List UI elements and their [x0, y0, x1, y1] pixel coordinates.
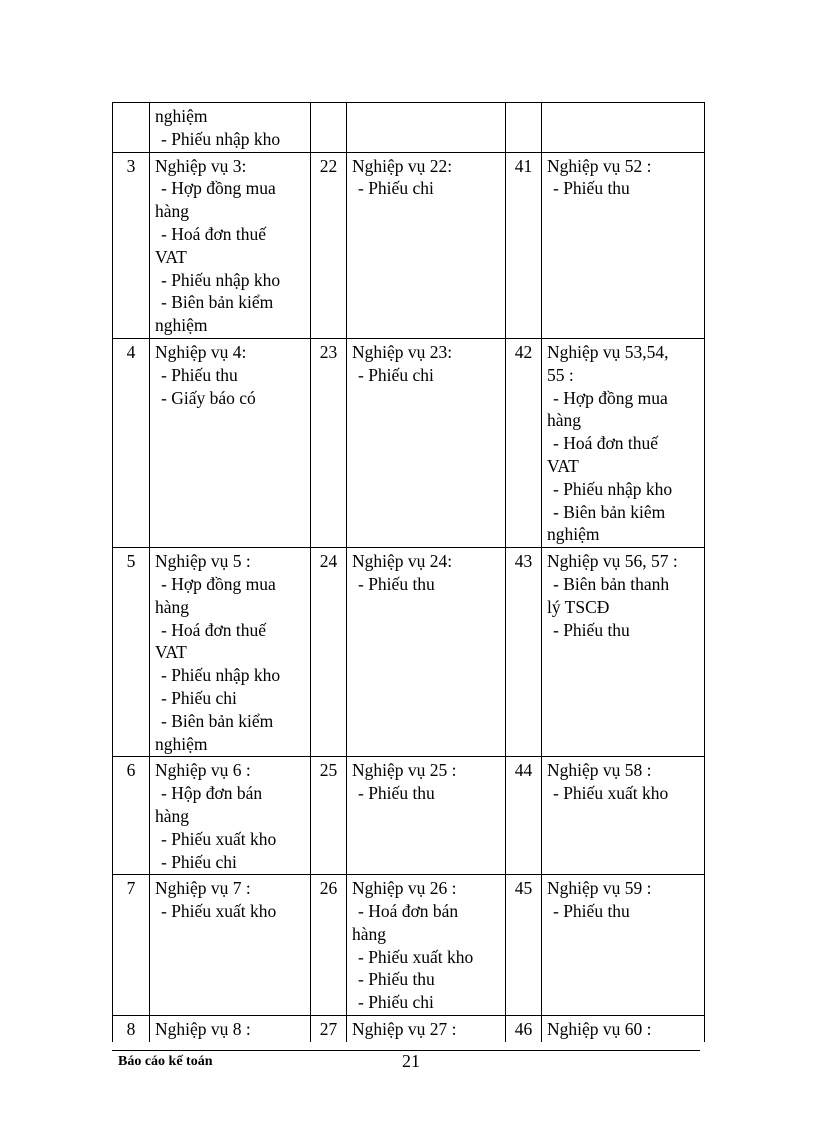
transaction-cell	[347, 103, 506, 153]
transaction-line: VAT	[547, 455, 579, 476]
transaction-line: - Hoá đơn thuế	[553, 433, 658, 454]
transaction-line: Nghiệp vụ 4:	[155, 341, 247, 362]
transaction-cell	[150, 103, 311, 153]
transaction-line: - Phiếu thu	[358, 573, 435, 594]
transaction-line: 55 :	[547, 364, 574, 385]
transaction-line: Nghiệp vụ 25 :	[352, 760, 457, 781]
transaction-line: - Phiếu xuất kho	[553, 783, 669, 804]
row-number-cell: 22	[311, 152, 347, 338]
transaction-line: nghiệm	[155, 315, 208, 336]
row-number-cell: 8	[113, 1016, 150, 1042]
row-number-cell: 5	[113, 548, 150, 757]
row-number-cell: 42	[506, 338, 542, 547]
transaction-cell	[150, 875, 311, 1016]
table-body	[113, 103, 705, 1042]
transaction-line: - Phiếu thu	[358, 969, 435, 990]
row-number-cell: 41	[506, 152, 542, 338]
transaction-line: Nghiệp vụ 26 :	[352, 878, 457, 899]
transaction-line: - Phiếu thu	[553, 178, 630, 199]
transaction-line: Nghiệp vụ 24:	[352, 551, 453, 572]
transaction-line: - Phiếu chi	[358, 364, 434, 385]
transaction-line: Nghiệp vụ 56, 57 :	[547, 551, 678, 572]
transaction-cell	[347, 1016, 506, 1042]
transaction-line: - Biên bản kiểm	[161, 710, 274, 731]
row-number-cell: 23	[311, 338, 347, 547]
table-row	[113, 152, 705, 338]
table-row	[113, 103, 705, 153]
transaction-line: hàng	[155, 201, 190, 222]
table-row	[113, 757, 705, 875]
transaction-cell	[150, 338, 311, 547]
transaction-line: Nghiệp vụ 22:	[352, 155, 453, 176]
transaction-line: - Hợp đồng mua	[161, 573, 276, 594]
row-number-cell: 6	[113, 757, 150, 875]
row-number-cell: 26	[311, 875, 347, 1016]
page-number: 21	[402, 1051, 420, 1071]
transaction-cell	[542, 548, 705, 757]
transaction-line: Nghiệp vụ 58 :	[547, 760, 652, 781]
transaction-cell	[542, 152, 705, 338]
transaction-line: - Phiếu nhập kho	[161, 128, 281, 149]
transaction-line: - Biên bản thanh	[553, 573, 670, 594]
transaction-line: - Phiếu thu	[358, 783, 435, 804]
transaction-line: VAT	[155, 642, 187, 663]
transaction-line: - Hợp đồng mua	[553, 387, 668, 408]
transaction-line: - Phiếu thu	[161, 364, 238, 385]
transactions-table	[112, 102, 705, 1042]
transaction-line: nghiệm	[547, 524, 600, 545]
row-number-cell	[311, 103, 347, 153]
transaction-cell	[150, 757, 311, 875]
transaction-cell	[347, 875, 506, 1016]
transaction-line: - Phiếu chi	[358, 178, 434, 199]
transaction-line: hàng	[547, 410, 582, 431]
footer-title: Báo cáo kế toán	[118, 1054, 213, 1069]
transaction-line: Nghiệp vụ 59 :	[547, 878, 652, 899]
row-number-cell: 25	[311, 757, 347, 875]
row-number-cell: 44	[506, 757, 542, 875]
transaction-line: - Hoá đơn thuế	[161, 619, 266, 640]
transaction-cell	[150, 1016, 311, 1042]
transaction-cell	[542, 1016, 705, 1042]
transaction-cell	[150, 152, 311, 338]
transaction-cell	[542, 757, 705, 875]
row-number-cell: 46	[506, 1016, 542, 1042]
transaction-line: Nghiệp vụ 8 :	[155, 1019, 251, 1040]
transaction-line: - Phiếu thu	[553, 901, 630, 922]
transaction-line: - Phiếu xuất kho	[161, 901, 277, 922]
transaction-line: VAT	[155, 246, 187, 267]
transaction-line: Nghiệp vụ 5 :	[155, 551, 251, 572]
transaction-line: - Hộp đơn bán	[161, 783, 263, 804]
transaction-cell	[542, 338, 705, 547]
row-number-cell: 3	[113, 152, 150, 338]
transaction-line: nghiệm	[155, 106, 208, 126]
transaction-line: - Biên bản kiêm	[553, 501, 666, 522]
transaction-cell	[150, 548, 311, 757]
transaction-line: - Biên bản kiểm	[161, 292, 274, 313]
transaction-line: - Phiếu nhập kho	[553, 478, 673, 499]
row-number-cell: 24	[311, 548, 347, 757]
row-number-cell: 45	[506, 875, 542, 1016]
row-number-cell: 7	[113, 875, 150, 1016]
transaction-line: hàng	[155, 805, 190, 826]
transaction-line: - Phiếu nhập kho	[161, 665, 281, 686]
transaction-line: hàng	[352, 923, 387, 944]
transaction-cell	[347, 548, 506, 757]
table-row	[113, 548, 705, 757]
transaction-line: - Phiếu thu	[553, 619, 630, 640]
transaction-line: Nghiệp vụ 23:	[352, 341, 453, 362]
transaction-line: hàng	[155, 596, 190, 617]
transaction-line: - Giấy báo có	[161, 387, 256, 408]
transaction-line: - Phiếu chi	[161, 687, 237, 708]
transaction-cell	[347, 338, 506, 547]
table-row	[113, 338, 705, 547]
row-number-cell: 27	[311, 1016, 347, 1042]
transaction-line: - Hoá đơn thuế	[161, 223, 266, 244]
transaction-line: Nghiệp vụ 3:	[155, 155, 247, 176]
row-number-cell: 43	[506, 548, 542, 757]
transaction-cell	[347, 152, 506, 338]
table-row	[113, 875, 705, 1016]
transaction-line: - Hợp đồng mua	[161, 178, 276, 199]
table-row	[113, 1016, 705, 1042]
transaction-cell	[542, 103, 705, 153]
row-number-cell	[506, 103, 542, 153]
transaction-line: Nghiệp vụ 27 :	[352, 1019, 457, 1040]
transaction-cell	[347, 757, 506, 875]
row-number-cell: 4	[113, 338, 150, 547]
transaction-line: Nghiệp vụ 60 :	[547, 1019, 652, 1040]
transaction-line: - Hoá đơn bán	[358, 901, 459, 922]
transaction-line: Nghiệp vụ 6 :	[155, 760, 251, 781]
transaction-line: lý TSCĐ	[547, 596, 610, 617]
transaction-line: nghiệm	[155, 733, 208, 754]
transaction-line: Nghiệp vụ 7 :	[155, 878, 251, 899]
transaction-line: - Phiếu chi	[358, 992, 434, 1013]
row-number-cell	[113, 103, 150, 153]
transaction-line: - Phiếu chi	[161, 851, 237, 872]
transaction-line: - Phiếu nhập kho	[161, 269, 281, 290]
transaction-line: Nghiệp vụ 53,54,	[547, 341, 669, 362]
transaction-line: Nghiệp vụ 52 :	[547, 155, 652, 176]
transaction-cell	[542, 875, 705, 1016]
transaction-line: - Phiếu xuất kho	[358, 946, 474, 967]
transaction-line: - Phiếu xuất kho	[161, 828, 277, 849]
